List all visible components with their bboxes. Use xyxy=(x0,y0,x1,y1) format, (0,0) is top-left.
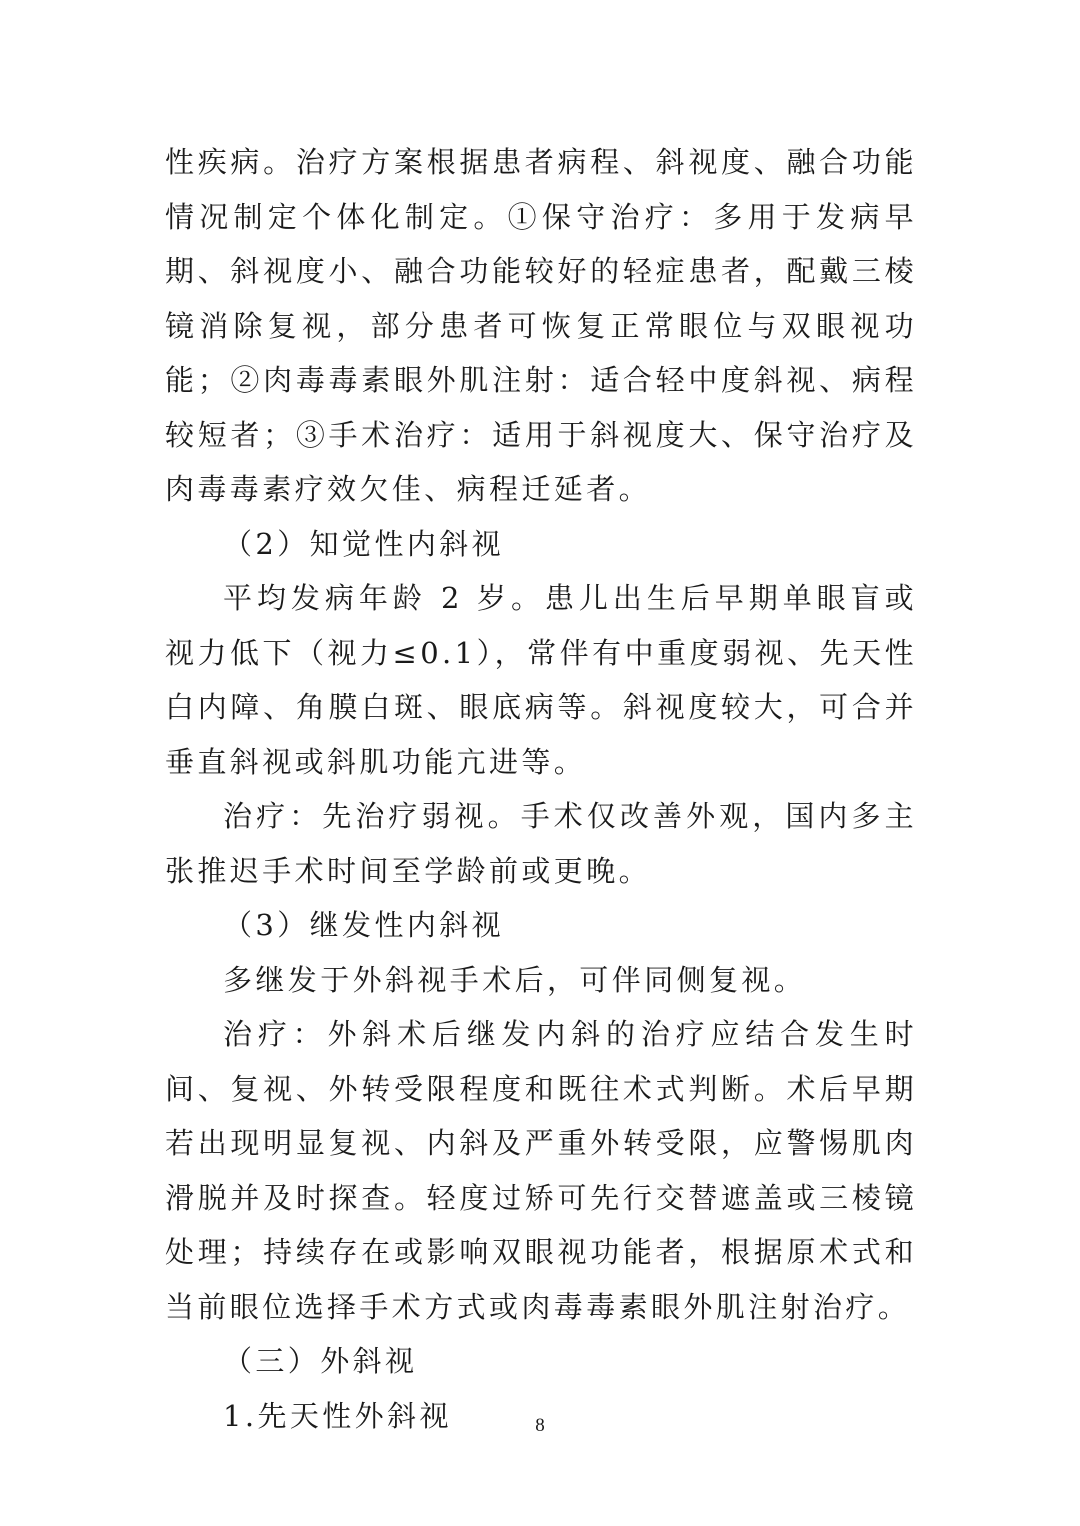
heading-congenital-exotropia: 1.先天性外斜视 xyxy=(223,1398,452,1433)
paragraph-secondary-treatment: 治疗：外斜术后继发内斜的治疗应结合发生时间、复视、外转受限程度和既往术式判断。术后早期若出现明显复视、内斜及严重外转受限，应警惕肌肉滑脱并及时探查。轻度过矫可先行交替遮盖或三棱镜处理；持续存在或影响双眼视功能者，根据原术式和当前眼位选择手术方式或肉毒毒素眼外肌注射治疗。 xyxy=(165,1017,917,1324)
page-number: 8 xyxy=(535,1415,545,1436)
paragraph-sensory-esotropia: 平均发病年龄 2 岁。患儿出生后早期单眼盲或视力低下（视力≤0.1），常伴有中重度弱视、先天性白内障、角膜白斑、眼底病等。斜视度较大，可合并垂直斜视或斜肌功能亢进等。 xyxy=(165,581,917,779)
heading-secondary-esotropia: （3）继发性内斜视 xyxy=(223,908,505,942)
paragraph-secondary-esotropia: 多继发于外斜视手术后，可伴同侧复视。 xyxy=(223,962,807,997)
heading-sensory-esotropia: （2）知觉性内斜视 xyxy=(223,526,505,561)
document-body xyxy=(165,135,917,1443)
paragraph-treatment-plan: 性疾病。治疗方案根据患者病程、斜视度、融合功能情况制定个体化制定。①保守治疗：多用于发病早期、斜视度小、融合功能较好的轻症患者，配戴三棱镜消除复视，部分患者可恢复正常眼位与双眼视功能；②肉毒毒素眼外肌注射：适合轻中度斜视、病程较短者；③手术治疗：适用于斜视度大、保守治疗及肉毒毒素疗效欠佳、病程迁延者。 xyxy=(165,145,917,506)
heading-exotropia: （三）外斜视 xyxy=(223,1344,418,1378)
paragraph-sensory-treatment: 治疗：先治疗弱视。手术仅改善外观，国内多主张推迟手术时间至学龄前或更晚。 xyxy=(165,799,917,888)
